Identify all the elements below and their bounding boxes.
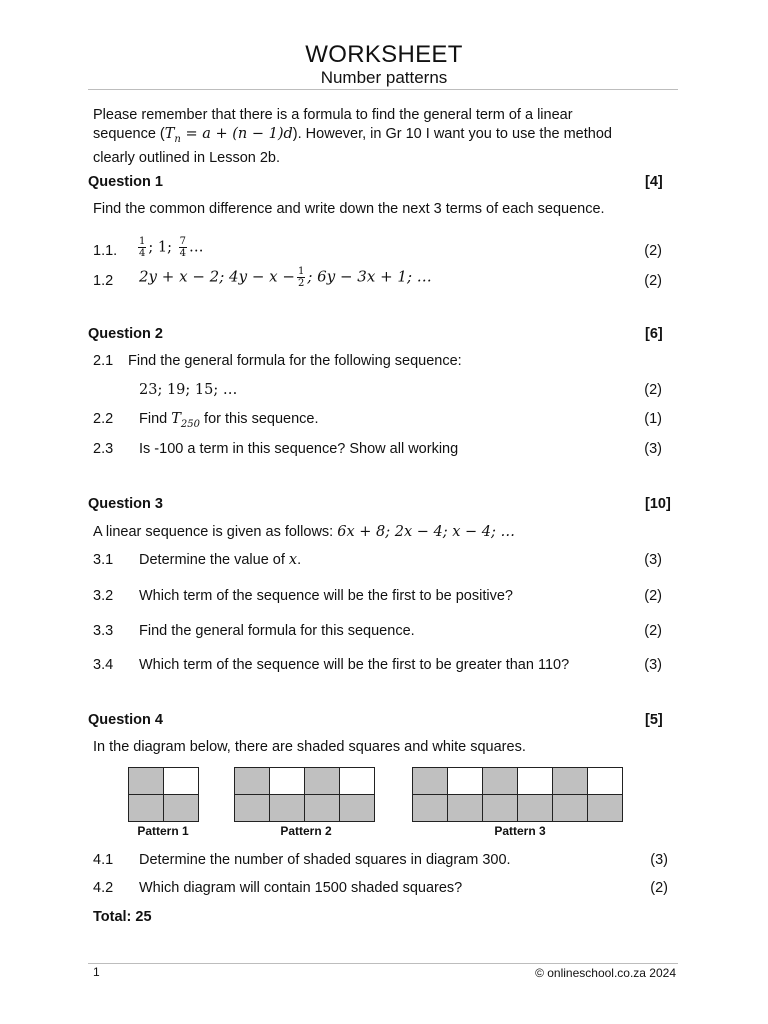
q2-1-number: 2.1 xyxy=(93,353,114,369)
q1-2-number: 1.2 xyxy=(93,273,114,289)
pattern-2-label: Pattern 2 xyxy=(280,824,332,838)
q1-1-marks: (2) xyxy=(644,243,662,259)
pattern-2-square-white xyxy=(270,768,305,795)
q4-1-number: 4.1 xyxy=(93,852,114,868)
q2-2-marks: (1) xyxy=(644,411,662,427)
q2-title: Question 2 xyxy=(88,326,163,342)
pattern-3-square-white xyxy=(518,768,553,795)
q2-3-marks: (3) xyxy=(644,441,662,457)
pattern-2-square-shaded xyxy=(235,768,270,795)
q1-1-number: 1.1. xyxy=(93,243,118,259)
worksheet-subtitle: Number patterns xyxy=(320,68,448,87)
q3-3-marks: (2) xyxy=(644,623,662,639)
q3-4-text: Which term of the sequence will be the first to be greater than 110? xyxy=(139,657,570,673)
q4-1-marks: (3) xyxy=(650,852,668,868)
q3-1-number: 3.1 xyxy=(93,552,114,568)
q2-3-text: Is -100 a term in this sequence? Show all working xyxy=(139,441,459,457)
pattern-1-square-white xyxy=(164,768,199,795)
pattern-3-square-shaded xyxy=(588,795,623,822)
q2-1-marks: (2) xyxy=(644,382,662,398)
pattern-3-square-shaded xyxy=(553,768,588,795)
pattern-2-square-shaded xyxy=(270,795,305,822)
pattern-2-square-white xyxy=(340,768,375,795)
q3-4-marks: (3) xyxy=(644,657,662,673)
pattern-3-square-shaded xyxy=(518,795,553,822)
q4-1-text: Determine the number of shaded squares in diagram 300. xyxy=(139,852,511,868)
q2-marks: [6] xyxy=(645,326,663,342)
q3-intro: A linear sequence is given as follows: 6x + 8; 2x − 4; x − 4; … xyxy=(93,524,515,540)
intro-line-1: Please remember that there is a formula to find the general term of a linear xyxy=(93,107,573,123)
q2-2-text: Find $T_{250}$ for this sequence. xyxy=(139,411,319,430)
q2-3-number: 2.3 xyxy=(93,441,114,457)
q3-2-text: Which term of the sequence will be the first to be positive? xyxy=(139,588,513,604)
pattern-2-grid xyxy=(234,767,375,822)
intro-line-3: clearly outlined in Lesson 2b. xyxy=(93,149,281,166)
copyright: © onlineschool.co.za 2024 xyxy=(535,966,676,980)
q3-title: Question 3 xyxy=(88,496,163,512)
footer-divider xyxy=(88,963,678,964)
pattern-2-square-shaded xyxy=(305,795,340,822)
pattern-1-grid xyxy=(128,767,199,822)
q4-marks: [5] xyxy=(645,712,663,728)
q4-title: Question 4 xyxy=(88,712,163,728)
pattern-3-label: Pattern 3 xyxy=(494,824,546,838)
q3-marks: [10] xyxy=(645,496,671,512)
pattern-3-square-shaded xyxy=(553,795,588,822)
page-number: 1 xyxy=(93,965,100,979)
pattern-3-square-shaded xyxy=(483,795,518,822)
pattern-3-square-white xyxy=(588,768,623,795)
pattern-1-label: Pattern 1 xyxy=(137,824,189,838)
intro-line-2: sequence $(T_n = a + (n - 1)d)$. However, in Gr 10 I want you to use the method xyxy=(93,126,612,145)
pattern-2-square-shaded xyxy=(305,768,340,795)
q2-2-number: 2.2 xyxy=(93,411,114,427)
q3-1-text: Determine the value of x. xyxy=(139,552,302,568)
total-marks: Total: 25 xyxy=(93,909,152,925)
q1-2-sequence: 2y + x − 2; 4y − x − $\frac{1}{2}$ ; 6y − 3x + 1; … xyxy=(139,266,432,289)
q4-2-text: Which diagram will contain 1500 shaded squares? xyxy=(139,880,463,896)
pattern-3-grid xyxy=(412,767,623,822)
q3-1-marks: (3) xyxy=(644,552,662,568)
pattern-1-square-shaded xyxy=(129,768,164,795)
pattern-2-square-shaded xyxy=(235,795,270,822)
intro-paragraph xyxy=(93,106,612,168)
pattern-3-square-shaded xyxy=(483,768,518,795)
q3-2-number: 3.2 xyxy=(93,588,114,604)
q4-2-marks: (2) xyxy=(650,880,668,896)
pattern-3-square-shaded xyxy=(448,795,483,822)
q3-2-marks: (2) xyxy=(644,588,662,604)
q1-title: Question 1 xyxy=(88,174,163,190)
q3-3-text: Find the general formula for this sequence. xyxy=(139,623,415,639)
q2-1-text: Find the general formula for the following sequence: xyxy=(128,353,462,369)
q1-instruction: Find the common difference and write down the next 3 terms of each sequence. xyxy=(93,201,605,217)
pattern-1-square-shaded xyxy=(164,795,199,822)
header-divider xyxy=(88,89,678,90)
q1-2-marks: (2) xyxy=(644,273,662,289)
q1-1-sequence: $\frac{1}{4}$ ; 1; $\frac{7}{4}$ … xyxy=(139,236,204,259)
pattern-3-square-white xyxy=(448,768,483,795)
q4-2-number: 4.2 xyxy=(93,880,114,896)
pattern-2-square-shaded xyxy=(340,795,375,822)
q3-4-number: 3.4 xyxy=(93,657,114,673)
q1-marks: [4] xyxy=(645,174,663,190)
q2-sequence: 23; 19; 15; … xyxy=(139,382,238,398)
pattern-3-square-shaded xyxy=(413,768,448,795)
pattern-1-square-shaded xyxy=(129,795,164,822)
pattern-3-square-shaded xyxy=(413,795,448,822)
q3-3-number: 3.3 xyxy=(93,623,114,639)
worksheet-title: WORKSHEET xyxy=(305,41,463,68)
q4-instruction: In the diagram below, there are shaded squares and white squares. xyxy=(93,739,526,755)
